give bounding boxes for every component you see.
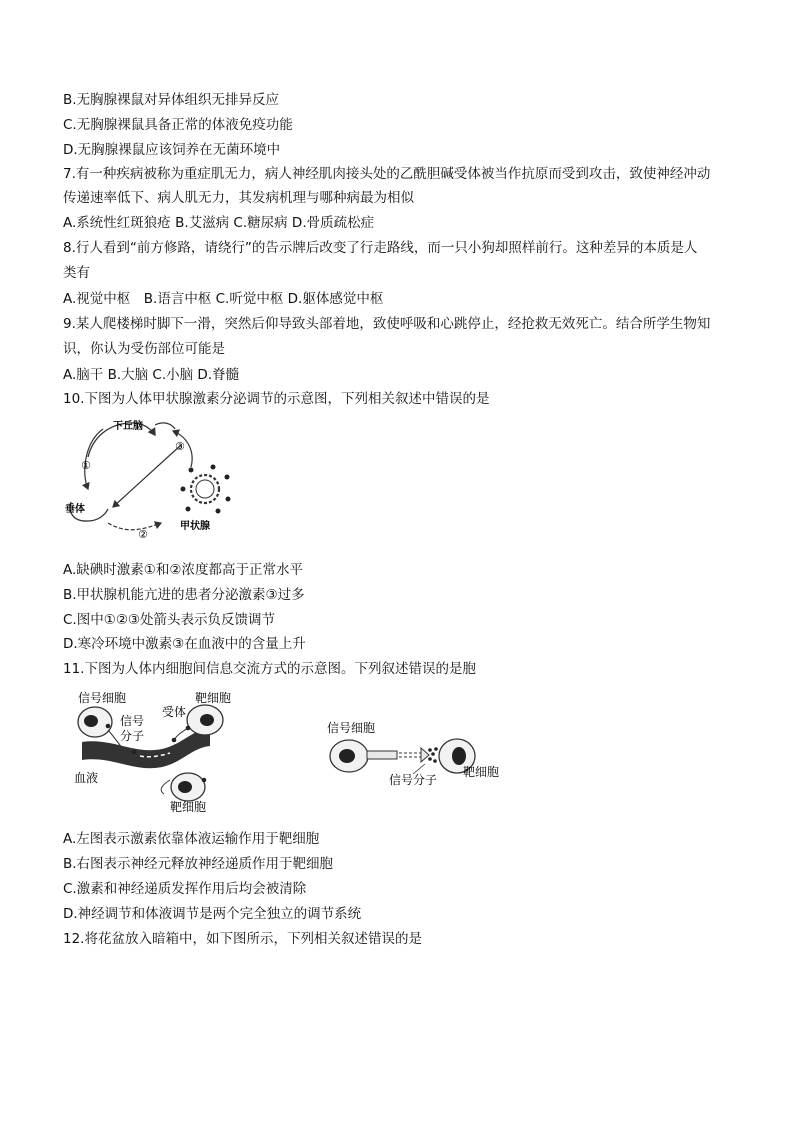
question-10-option-d: D.寒冷环境中激素③在血液中的含量上升	[63, 636, 306, 652]
signal-molecule-label-1: 信号	[120, 714, 145, 728]
signal-cell-label: 信号细胞	[78, 691, 127, 705]
blood-label: 血液	[74, 771, 99, 785]
right-target-cell-label: 靶细胞	[463, 765, 500, 779]
receptor-label: 受体	[162, 705, 187, 719]
signal-molecule-label-2: 分子	[120, 729, 145, 743]
question-8-line-2: 类有	[63, 265, 90, 281]
pituitary-label: 垂体	[65, 504, 85, 515]
target-cell-label: 靶细胞	[195, 691, 232, 705]
question-11-option-d: D.神经调节和体液调节是两个完全独立的调节系统	[63, 906, 362, 922]
question-12-stem: 12.将花盆放入暗箱中，如下图所示，下列相关叙述错误的是	[63, 931, 422, 947]
question-9-line-2: 识，你认为受伤部位可能是	[63, 341, 225, 357]
question-10-option-a: A.缺碘时激素①和②浓度都高于正常水平	[63, 562, 303, 578]
hypothalamus-label: 下丘脑	[113, 421, 143, 432]
question-11-option-b: B.右图表示神经元释放神经递质作用于靶细胞	[63, 856, 334, 872]
question-7-line-1: 7.有一种疾病被称为重症肌无力，病人神经肌肉接头处的乙酰胆碱受体被当作抗原而受到攻击，致使神经冲动	[63, 166, 711, 182]
hormone-3-label: ③	[175, 440, 185, 453]
right-signal-cell-label: 信号细胞	[327, 721, 376, 735]
right-signal-molecule-label: 信号分子	[389, 773, 438, 787]
hormone-1-label: ①	[81, 459, 91, 472]
neural-signaling-figure	[325, 718, 510, 788]
thyroid-label: 甲状腺	[180, 521, 210, 532]
question-9-line-1: 9.某人爬楼梯时脚下一滑，突然后仰导致头部着地，致使呼吸和心跳停止，经抢救无效死亡。结合所学生物知	[63, 316, 711, 332]
question-11-option-c: C.激素和神经递质发挥作用后均会被清除	[63, 881, 307, 897]
lower-target-cell-label: 靶细胞	[170, 800, 207, 814]
question-8-line-1: 8.行人看到“前方修路，请绕行”的告示牌后改变了行走路线，而一只小狗却照样前行。这种差异的本质是人	[63, 240, 698, 256]
question-7-line-2: 传递速率低下、病人肌无力，其发病机理与哪种病最为相似	[63, 190, 414, 206]
question-7-options: A.系统性红斑狼疮 B.艾滋病 C.糖尿病 D.骨质疏松症	[63, 215, 375, 231]
question-11-stem: 11.下图为人体内细胞间信息交流方式的示意图。下列叙述错误的是胞	[63, 661, 476, 677]
thyroid-regulation-figure	[63, 417, 233, 542]
option-b-line: B.无胸腺裸鼠对异体组织无排异反应	[63, 92, 280, 108]
hormone-2-label: ②	[138, 528, 148, 541]
question-10-option-b: B.甲状腺机能亢进的患者分泌激素③过多	[63, 587, 305, 603]
question-10-stem: 10.下图为人体甲状腺激素分泌调节的示意图，下列相关叙述中错误的是	[63, 391, 490, 407]
question-9-options: A.脑干 B.大脑 C.小脑 D.脊髓	[63, 367, 240, 383]
question-10-option-c: C.图中①②③处箭头表示负反馈调节	[63, 612, 276, 628]
question-11-option-a: A.左图表示激素依靠体液运输作用于靶细胞	[63, 831, 320, 847]
option-d-line: D.无胸腺裸鼠应该饲养在无菌环境中	[63, 142, 281, 158]
option-c-line: C.无胸腺裸鼠具备正常的体液免疫功能	[63, 117, 293, 133]
hormone-signaling-figure	[70, 690, 245, 815]
question-8-options: A.视觉中枢 B.语言中枢 C.听觉中枢 D.躯体感觉中枢	[63, 291, 384, 307]
